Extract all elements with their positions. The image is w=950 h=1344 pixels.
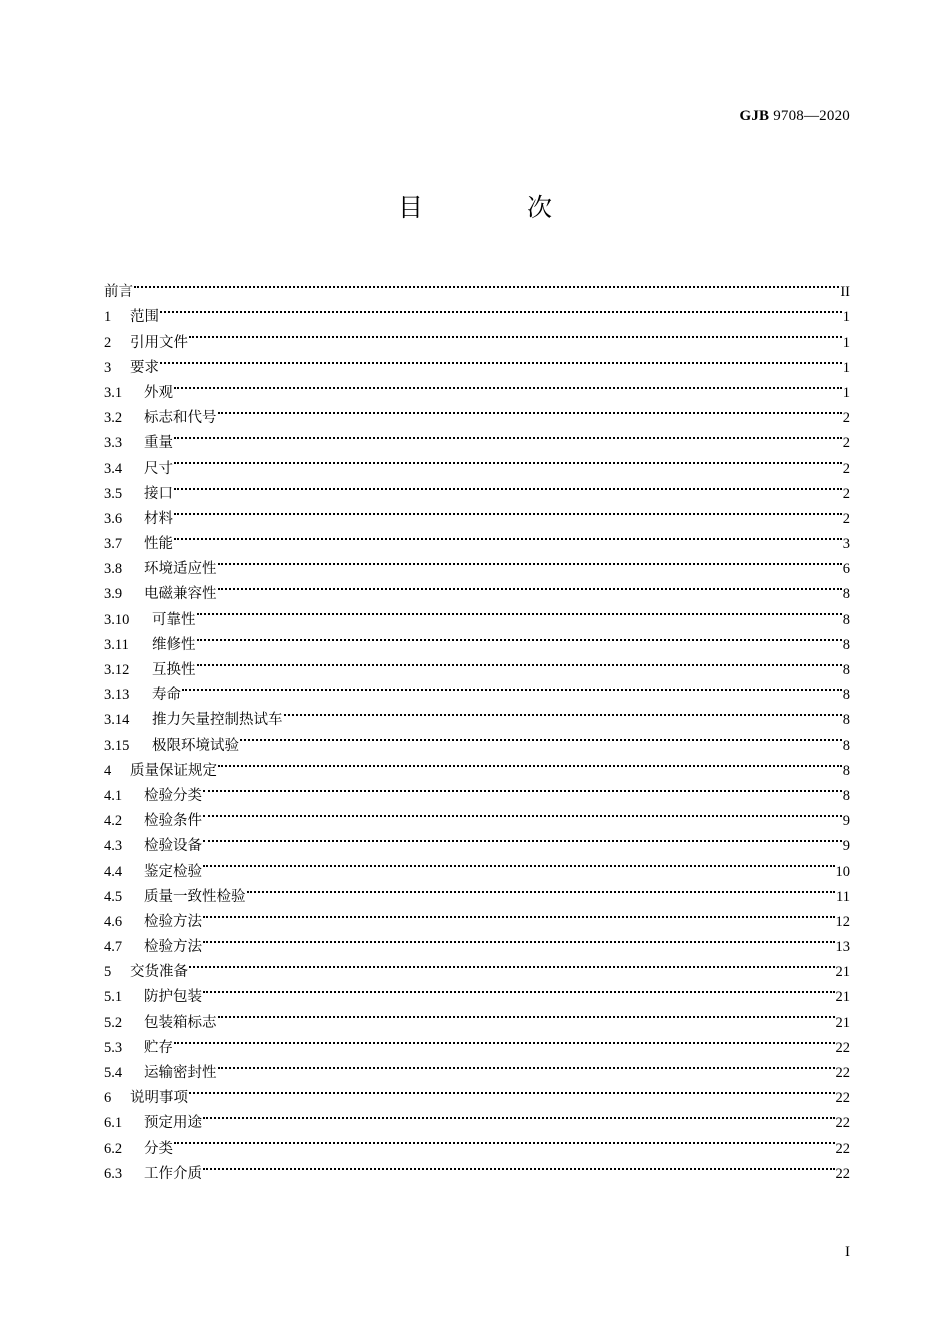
standard-code — [739, 108, 850, 125]
toc-entry-number: 5.4 — [104, 1065, 123, 1081]
toc-entry-title: 寿命 — [152, 687, 181, 704]
toc-entry-title: 质量一致性检验 — [144, 888, 246, 905]
toc-entry[interactable] — [104, 598, 850, 628]
toc-dot-leader — [174, 422, 842, 447]
toc-entry-number: 3.15 — [104, 737, 130, 754]
standard-prefix: GJB — [739, 108, 770, 124]
toc-dot-leader — [240, 724, 842, 749]
toc-entry-number: 4.6 — [104, 913, 123, 930]
toc-entry-title: 前言 — [104, 284, 133, 301]
toc-entry[interactable] — [104, 271, 850, 301]
toc-entry-title: 鉴定检验 — [144, 863, 202, 880]
toc-entry-page: 2 — [842, 410, 850, 427]
toc-entry[interactable] — [104, 699, 850, 729]
toc-entry-page: 2 — [842, 435, 850, 452]
toc-entry-page: 2 — [842, 510, 850, 527]
toc-entry-page: II — [840, 284, 850, 301]
toc-entry-number: 5.2 — [104, 1014, 123, 1031]
toc-entry-title: 外观 — [144, 384, 173, 401]
toc-entry-page: 8 — [842, 687, 850, 704]
toc-dot-leader — [182, 674, 842, 699]
toc-dot-leader — [134, 271, 839, 296]
toc-entry[interactable] — [104, 523, 850, 553]
toc-entry-page: 9 — [842, 813, 850, 830]
toc-entry-page: 8 — [842, 787, 850, 804]
toc-entry[interactable] — [104, 473, 850, 502]
toc-entry-title: 推力矢量控制热试车 — [152, 712, 283, 729]
toc-dot-leader — [174, 1027, 835, 1052]
toc-entry-title: 性能 — [144, 536, 173, 553]
toc-entry[interactable] — [104, 775, 850, 804]
toc-entry[interactable] — [104, 1027, 850, 1056]
toc-entry-number: 3.2 — [104, 410, 123, 427]
toc-entry-page: 12 — [835, 913, 850, 930]
toc-entry-page: 21 — [835, 989, 850, 1006]
toc-entry[interactable] — [104, 498, 850, 527]
toc-entry-title: 重量 — [144, 435, 173, 452]
toc-entry-title: 分类 — [144, 1140, 173, 1157]
toc-entry-page: 2 — [842, 485, 850, 502]
standard-number: 9708—2020 — [773, 108, 850, 124]
toc-entry-number: 4.1 — [104, 787, 123, 804]
toc-entry-title: 质量保证规定 — [130, 762, 217, 779]
toc-entry-page: 22 — [835, 1065, 850, 1081]
toc-dot-leader — [203, 1102, 835, 1127]
toc-entry-number: 6.1 — [104, 1115, 123, 1132]
toc-entry-title: 包装箱标志 — [144, 1014, 217, 1031]
toc-entry[interactable] — [104, 1077, 850, 1107]
toc-dot-leader — [160, 296, 842, 321]
toc-entry-page: 6 — [842, 561, 850, 578]
toc-entry-title: 尺寸 — [144, 460, 173, 477]
toc-dot-leader — [284, 699, 842, 724]
toc-entry-number: 4.2 — [104, 813, 123, 830]
toc-dot-leader — [174, 447, 842, 472]
toc-entry-number: 3.4 — [104, 460, 123, 477]
toc-entry-title: 接口 — [144, 485, 173, 502]
toc-entry-number: 3.14 — [104, 712, 130, 729]
toc-entry-number: 3.6 — [104, 510, 123, 527]
toc-dot-leader — [218, 548, 842, 573]
toc-entry-title: 环境适应性 — [144, 561, 217, 578]
toc-entry[interactable] — [104, 951, 850, 981]
toc-entry-page: 1 — [842, 309, 850, 326]
toc-entry-title: 维修性 — [152, 636, 196, 653]
toc-entry-number: 3 — [104, 359, 112, 376]
toc-entry-page: 21 — [835, 964, 850, 981]
toc-entry[interactable] — [104, 800, 850, 830]
toc-dot-leader — [174, 498, 842, 523]
toc-entry-page: 22 — [835, 1115, 850, 1132]
toc-entry-page: 1 — [842, 359, 850, 376]
toc-entry-title: 电磁兼容性 — [144, 586, 217, 603]
toc-dot-leader — [174, 1127, 835, 1152]
toc-entry-page: 10 — [835, 863, 850, 880]
toc-entry-title: 贮存 — [144, 1039, 173, 1056]
toc-title: 目 次 — [398, 193, 600, 222]
toc-entry-number: 4.5 — [104, 888, 123, 905]
toc-entry-title: 检验设备 — [144, 838, 202, 855]
toc-entry-number: 6.3 — [104, 1165, 123, 1182]
toc-entry-title: 防护包装 — [144, 989, 202, 1006]
toc-dot-leader — [189, 951, 835, 976]
toc-entry-number: 4.7 — [104, 939, 123, 956]
toc-entry-number: 3.5 — [104, 485, 123, 502]
toc-entry-number: 2 — [104, 334, 112, 351]
toc-entry-number: 3.10 — [104, 611, 130, 628]
toc-dot-leader — [203, 850, 835, 875]
toc-entry-number: 3.1 — [104, 384, 123, 401]
toc-entry-number: 3.13 — [104, 687, 130, 704]
toc-entry-title: 交货准备 — [130, 964, 188, 981]
toc-entry-number: 5.3 — [104, 1039, 123, 1056]
toc-entry-page: 8 — [842, 737, 850, 754]
toc-entry-title: 检验分类 — [144, 787, 202, 804]
toc-dot-leader — [203, 775, 842, 800]
toc-entry-page: 8 — [842, 712, 850, 729]
toc-entry-page: 8 — [842, 636, 850, 653]
toc-entry[interactable] — [104, 347, 850, 376]
toc-entry-number: 5 — [104, 964, 112, 981]
toc-entry-title: 要求 — [130, 359, 159, 376]
toc-entry[interactable] — [104, 372, 850, 401]
toc-entry-title: 标志和代号 — [144, 410, 217, 427]
toc-entry-title: 极限环境试验 — [152, 737, 239, 754]
toc-entry[interactable] — [104, 825, 850, 855]
toc-entry-page: 1 — [842, 384, 850, 401]
toc-dot-leader — [218, 750, 842, 775]
toc-entry[interactable] — [104, 1052, 850, 1081]
toc-entry-number: 5.1 — [104, 989, 123, 1006]
toc-entry[interactable] — [104, 624, 850, 653]
toc-entry-page: 2 — [842, 460, 850, 477]
toc-entry[interactable] — [104, 1153, 850, 1182]
toc-entry[interactable] — [104, 321, 850, 351]
toc-entry[interactable] — [104, 876, 850, 905]
toc-entry-page: 1 — [842, 334, 850, 351]
toc-entry-page: 22 — [835, 1165, 850, 1182]
toc-entry[interactable] — [104, 649, 850, 678]
toc-entry-number: 3.9 — [104, 586, 123, 603]
toc-entry-number: 3.12 — [104, 662, 130, 678]
toc-entry-number: 3.7 — [104, 536, 123, 553]
toc-entry-title: 说明事项 — [130, 1090, 188, 1107]
toc-entry-title: 运输密封性 — [144, 1065, 217, 1081]
toc-entry[interactable] — [104, 901, 850, 930]
toc-entry-page: 8 — [842, 611, 850, 628]
toc-dot-leader — [203, 926, 835, 951]
toc-entry-page: 8 — [842, 662, 850, 678]
toc-list — [104, 271, 850, 1182]
toc-dot-leader — [174, 473, 842, 498]
toc-entry-title: 材料 — [144, 510, 173, 527]
toc-dot-leader — [203, 1153, 835, 1178]
toc-entry-page: 21 — [835, 1014, 850, 1031]
toc-entry[interactable] — [104, 422, 850, 452]
toc-entry-title: 检验方法 — [144, 939, 202, 956]
toc-entry[interactable] — [104, 926, 850, 956]
toc-dot-leader — [203, 976, 835, 1001]
toc-entry[interactable] — [104, 976, 850, 1006]
toc-dot-leader — [160, 347, 842, 372]
toc-entry-page: 22 — [835, 1090, 850, 1107]
toc-dot-leader — [218, 1001, 835, 1026]
toc-entry-number: 1 — [104, 309, 112, 326]
toc-dot-leader — [247, 876, 836, 901]
toc-entry-number: 6 — [104, 1090, 112, 1107]
toc-entry[interactable] — [104, 674, 850, 704]
toc-entry-title: 引用文件 — [130, 334, 188, 351]
toc-dot-leader — [174, 523, 842, 548]
toc-entry-page: 22 — [835, 1039, 850, 1056]
toc-dot-leader — [197, 598, 842, 623]
toc-entry[interactable] — [104, 1102, 850, 1132]
toc-dot-leader — [197, 624, 842, 649]
toc-entry-title: 工作介质 — [144, 1165, 202, 1182]
toc-dot-leader — [197, 649, 842, 674]
toc-entry-number: 6.2 — [104, 1140, 123, 1157]
toc-entry[interactable] — [104, 1001, 850, 1031]
toc-dot-leader — [189, 321, 842, 346]
toc-entry[interactable] — [104, 850, 850, 880]
toc-entry-title: 检验方法 — [144, 913, 202, 930]
toc-entry-page: 11 — [836, 888, 850, 905]
toc-entry-page: 22 — [835, 1140, 850, 1157]
toc-entry-page: 8 — [842, 586, 850, 603]
toc-entry-title: 预定用途 — [144, 1115, 202, 1132]
toc-dot-leader — [218, 1052, 835, 1077]
toc-dot-leader — [218, 397, 842, 422]
toc-entry-page: 13 — [835, 939, 850, 956]
toc-entry-title: 互换性 — [152, 662, 196, 678]
toc-dot-leader — [218, 573, 842, 598]
toc-entry-number: 3.8 — [104, 561, 123, 578]
toc-dot-leader — [203, 901, 835, 926]
toc-entry-page: 9 — [842, 838, 850, 855]
toc-entry-number: 3.3 — [104, 435, 123, 452]
toc-entry[interactable] — [104, 397, 850, 427]
toc-entry[interactable] — [104, 447, 850, 477]
toc-dot-leader — [189, 1077, 835, 1102]
toc-dot-leader — [203, 825, 842, 850]
toc-dot-leader — [174, 372, 842, 397]
toc-dot-leader — [203, 800, 842, 825]
toc-entry-title: 检验条件 — [144, 813, 202, 830]
toc-entry-page: 3 — [842, 536, 850, 553]
toc-entry-title: 可靠性 — [152, 611, 196, 628]
toc-entry-number: 4.3 — [104, 838, 123, 855]
toc-entry-number: 3.11 — [104, 636, 129, 653]
toc-entry-number: 4.4 — [104, 863, 123, 880]
toc-entry-number: 4 — [104, 762, 112, 779]
toc-entry-title: 范围 — [130, 309, 159, 326]
toc-entry-page: 8 — [842, 762, 850, 779]
page-number: I — [845, 1244, 850, 1260]
toc-entry[interactable] — [104, 548, 850, 578]
toc-entry[interactable] — [104, 296, 850, 326]
toc-entry[interactable] — [104, 1127, 850, 1157]
